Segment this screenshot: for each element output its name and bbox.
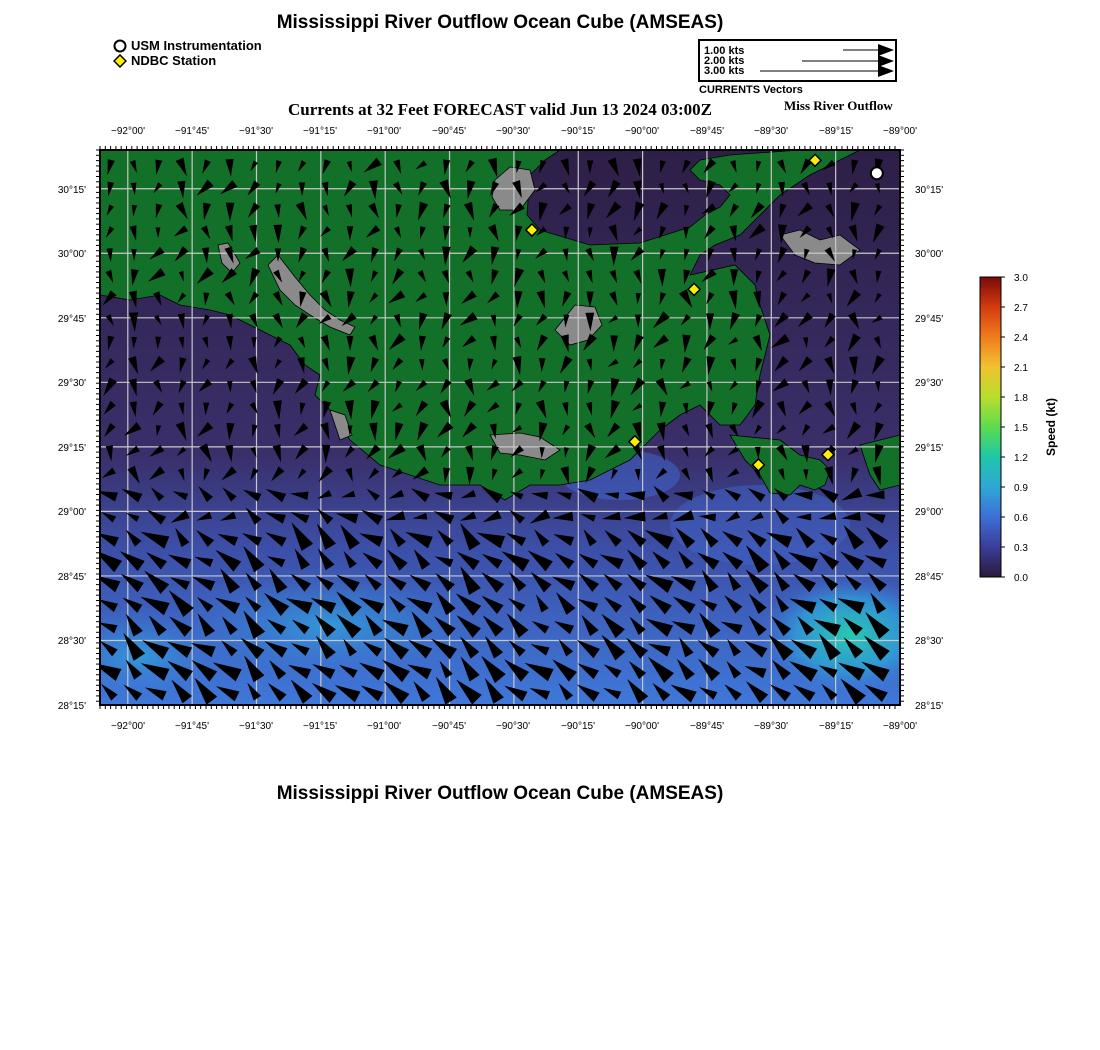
colorbar-tick: 1.5 [1014,423,1028,434]
lon-label: −90°30' [496,721,530,732]
map-plot-area [50,150,940,705]
vector-label-1: 1.00 kts [704,45,745,57]
lat-label: 29°30' [915,378,944,389]
lon-label: −89°45' [690,126,724,137]
vector-label-2: 2.00 kts [704,55,745,67]
colorbar-tick: 2.4 [1014,333,1028,344]
lat-label: 28°15' [915,701,944,712]
lon-label: −92°00' [111,126,145,137]
lat-label: 29°45' [57,314,86,325]
map-credit: Miss River Outflow [784,98,893,113]
lon-label: −92°00' [111,721,145,732]
lat-label: 29°00' [915,507,944,518]
lon-label: −91°30' [239,126,273,137]
lon-label: −91°15' [303,721,337,732]
legend-usm [113,38,262,53]
lon-label: −91°00' [367,721,401,732]
speed-colorbar [970,270,1070,590]
lat-labels-left [58,185,86,712]
colorbar-tick: 2.7 [1014,303,1028,314]
colorbar-tick: 2.1 [1014,363,1028,374]
lon-label: −91°30' [239,721,273,732]
ndbc-diamond-icon [113,54,127,68]
colorbar-tick: 0.0 [1014,573,1028,584]
vector-label-3: 3.00 kts [704,65,745,77]
lat-label: 30°00' [915,249,944,260]
vector-legend-box [698,39,897,82]
lon-label: −90°15' [561,126,595,137]
lon-label: −89°30' [754,721,788,732]
vector-legend-arrows [700,41,895,80]
colorbar-tick: 1.2 [1014,453,1028,464]
lon-label: −90°00' [625,721,659,732]
lon-label: −91°15' [303,126,337,137]
usm-station-marker [871,167,883,179]
lon-label: −89°15' [819,721,853,732]
lon-label: −91°45' [175,126,209,137]
lat-label: 28°30' [57,636,86,647]
lon-label: −90°45' [432,126,466,137]
lat-label: 30°15' [915,185,944,196]
map-subtitle: Currents at 32 Feet FORECAST valid Jun 13 2024 03:00Z [288,100,712,119]
lon-label: −89°30' [754,126,788,137]
second-panel-title: Mississippi River Outflow Ocean Cube (AMSEAS) [276,783,724,804]
lat-label: 30°00' [57,249,86,260]
lon-label: −90°15' [561,721,595,732]
vector-caption: CURRENTS Vectors [699,84,803,96]
lon-label: −89°45' [690,721,724,732]
colorbar-gradient [980,277,1001,577]
lat-label: 29°15' [915,443,944,454]
lon-label: −89°00' [883,126,917,137]
lat-label: 28°45' [57,572,86,583]
lon-label: −89°00' [883,721,917,732]
lat-label: 28°45' [915,572,944,583]
lon-label: −90°45' [432,721,466,732]
usm-circle-icon [113,39,127,53]
lat-label: 29°45' [915,314,944,325]
colorbar-tick: 1.8 [1014,393,1028,404]
colorbar-tick: 0.9 [1014,483,1028,494]
colorbar-tick: 3.0 [1014,273,1028,284]
colorbar-tick: 0.6 [1014,513,1028,524]
colorbar-label: Speed (kt) [1044,397,1058,457]
lon-label: −91°00' [367,126,401,137]
lon-labels-bottom [111,721,917,732]
lat-label: 29°15' [57,443,86,454]
colorbar-tick: 0.3 [1014,543,1028,554]
figure-title: Mississippi River Outflow Ocean Cube (AMSEAS) [276,12,724,33]
legend-ndbc-label: NDBC Station [131,53,217,68]
lon-label: −90°00' [625,126,659,137]
currents-map [0,115,960,740]
lat-label: 28°30' [915,636,944,647]
lat-labels-right [915,185,943,712]
lon-label: −90°30' [496,126,530,137]
legend-ndbc [113,53,216,68]
lat-label: 29°30' [57,378,86,389]
lat-label: 30°15' [57,185,86,196]
lon-label: −89°15' [819,126,853,137]
lat-label: 29°00' [57,507,86,518]
legend-usm-label: USM Instrumentation [131,38,262,53]
lon-label: −91°45' [175,721,209,732]
lon-labels-top [111,126,917,137]
lat-label: 28°15' [57,701,86,712]
